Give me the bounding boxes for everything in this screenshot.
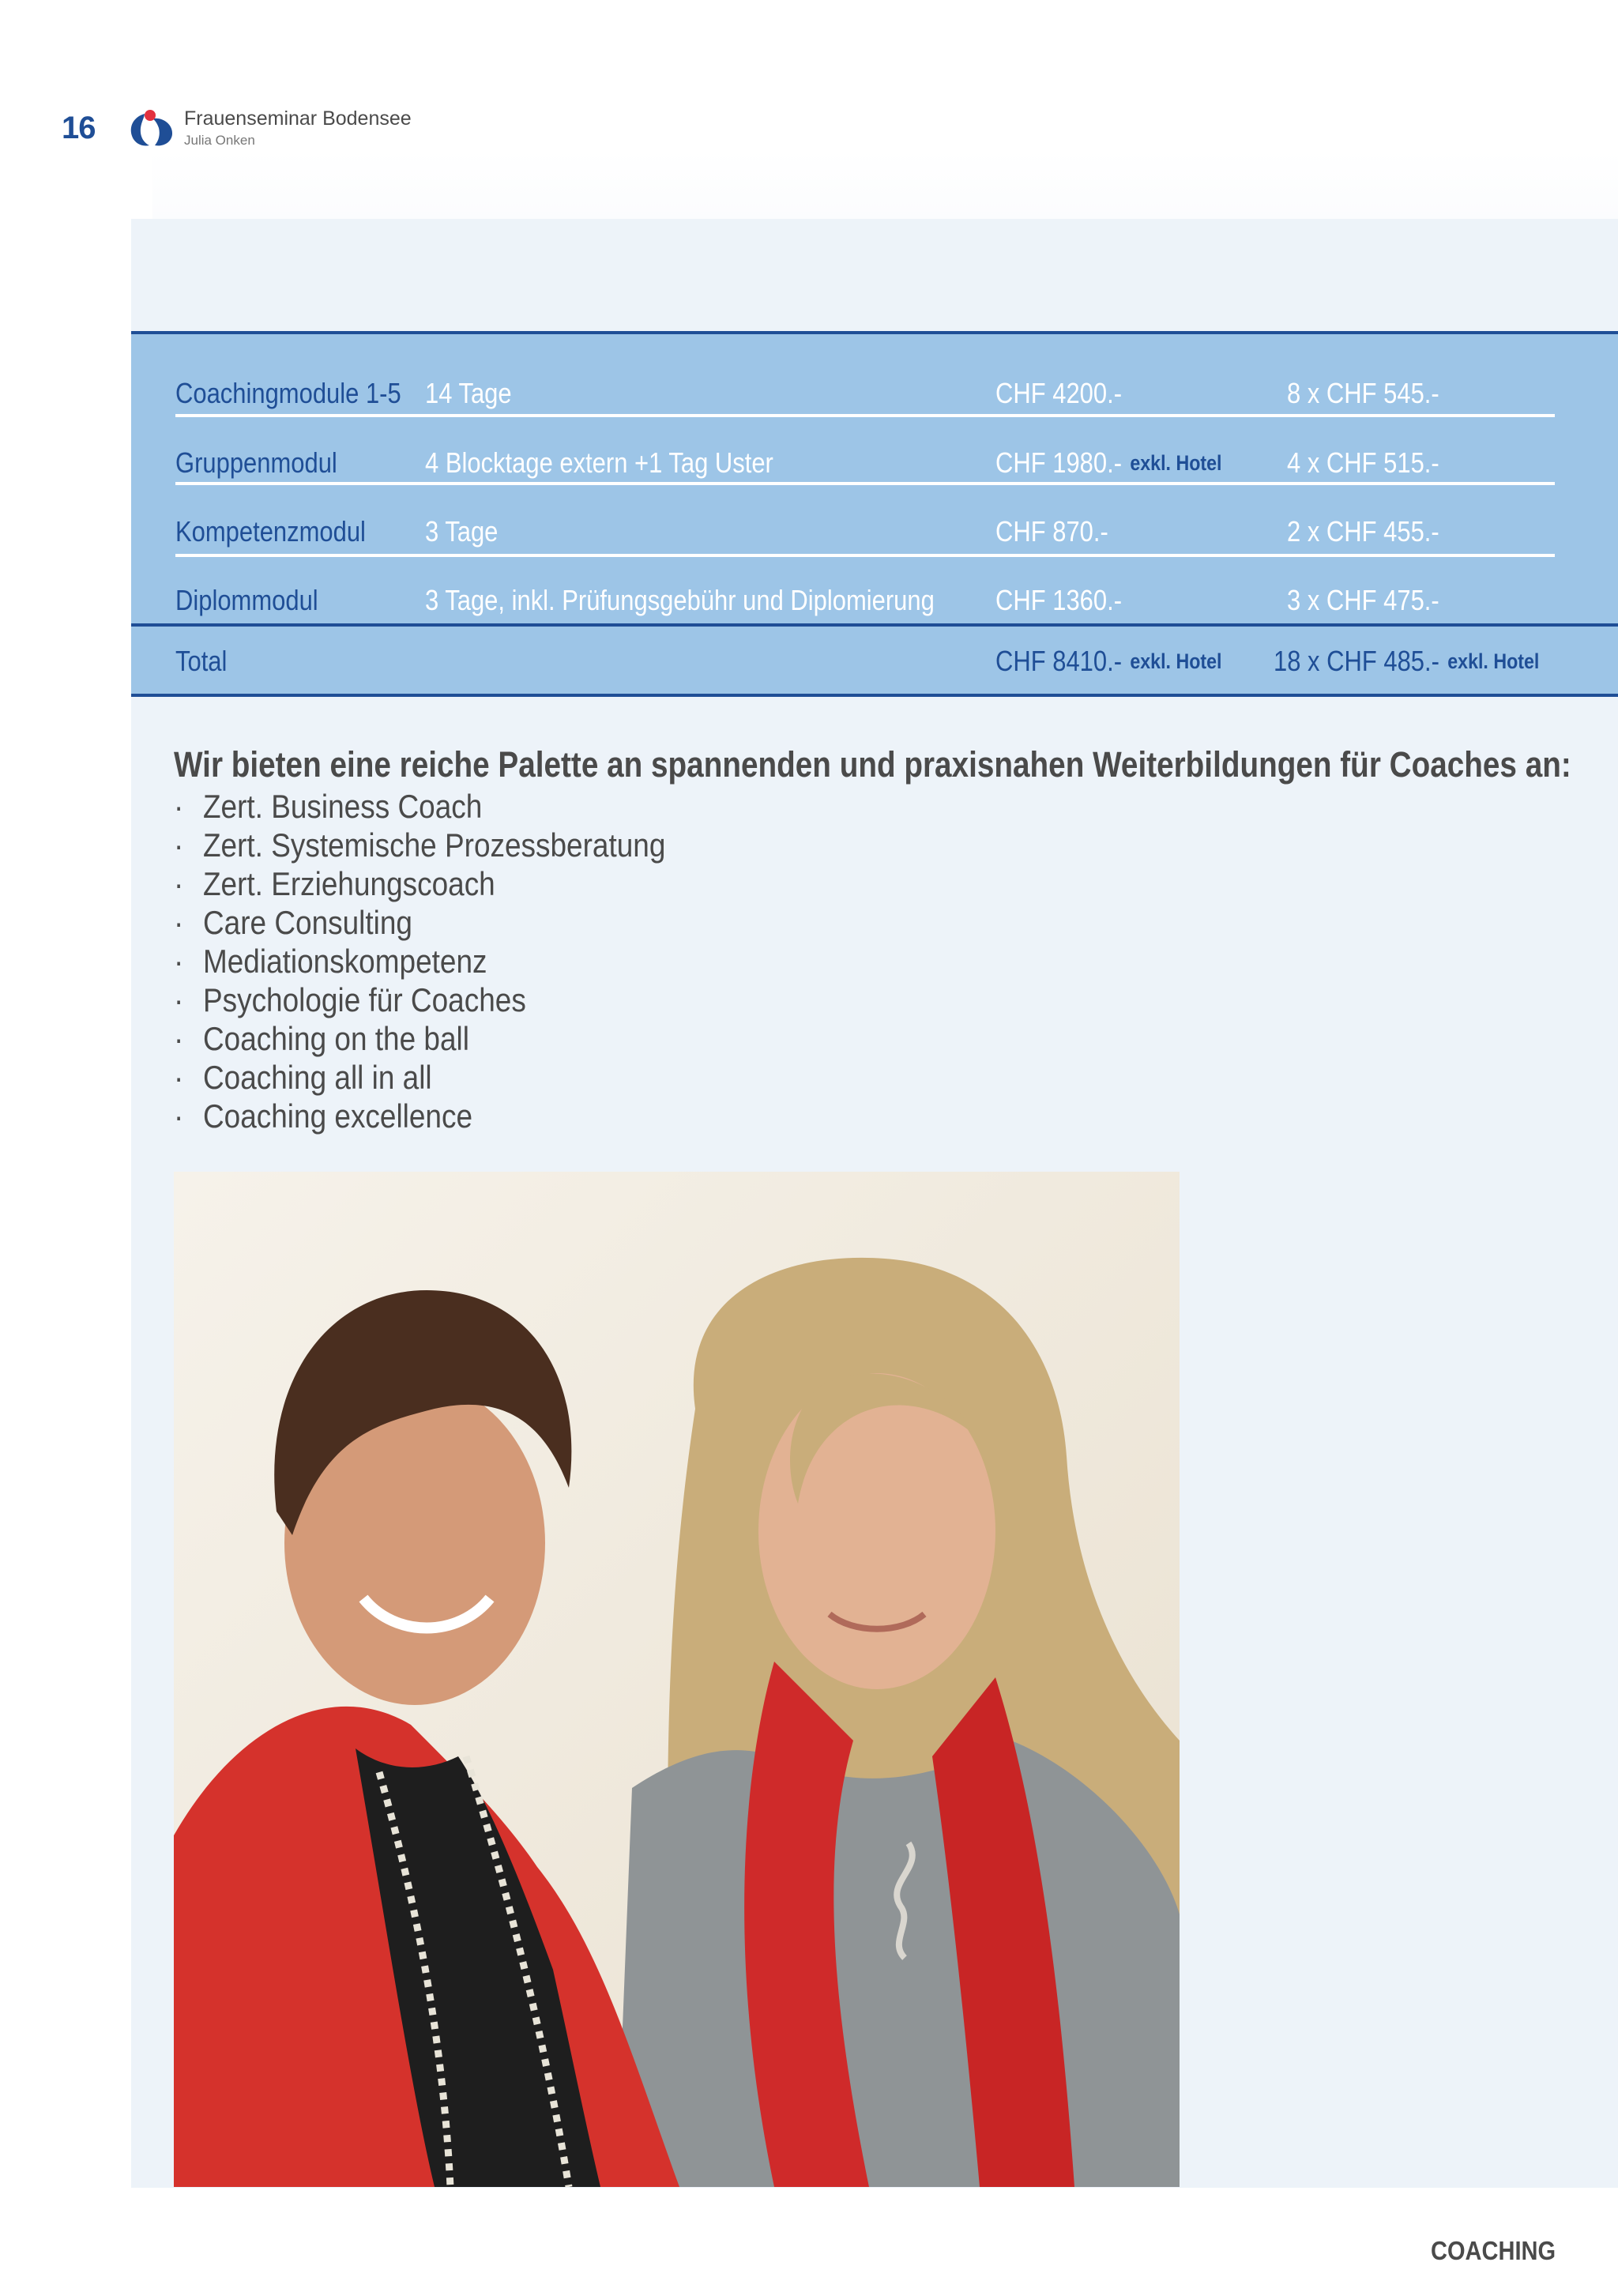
bullet-dot: · xyxy=(174,788,184,825)
offer-item xyxy=(174,903,665,942)
table-row xyxy=(175,429,1555,497)
offer-item xyxy=(174,787,665,826)
section-label: COACHING xyxy=(1431,2236,1556,2265)
total-label: Total xyxy=(175,645,228,677)
offer-label: Care Consulting xyxy=(202,904,412,941)
total-installments: 18 x CHF 485.- exkl. Hotel xyxy=(1274,645,1540,677)
module-duration: 3 Tage, inkl. Prüfungsgebühr und Diplomierung xyxy=(425,584,935,616)
row-divider xyxy=(175,554,1555,557)
bullet-dot: · xyxy=(174,904,184,941)
module-price: CHF 1980.- exkl. Hotel xyxy=(995,446,1222,479)
module-price: CHF 870.- xyxy=(995,515,1108,548)
module-name: Gruppenmodul xyxy=(175,446,337,479)
brand-block xyxy=(184,109,412,147)
offer-item xyxy=(174,1019,665,1058)
table-row xyxy=(175,359,1555,427)
module-installments: 3 x CHF 475.- xyxy=(1287,584,1439,616)
total-row xyxy=(175,627,1555,695)
page-number: 16 xyxy=(62,111,96,145)
offers-list xyxy=(174,787,665,1135)
offer-label: Psychologie für Coaches xyxy=(202,981,526,1018)
row-divider xyxy=(175,482,1555,485)
bullet-dot: · xyxy=(174,943,184,980)
offer-item xyxy=(174,942,665,981)
module-price: CHF 1360.- xyxy=(995,584,1123,616)
module-duration: 14 Tage xyxy=(425,377,512,409)
module-price: CHF 4200.- xyxy=(995,377,1123,409)
offer-label: Coaching excellence xyxy=(202,1097,473,1135)
module-installments: 4 x CHF 515.- xyxy=(1287,446,1439,479)
module-installments: 8 x CHF 545.- xyxy=(1287,377,1439,409)
offer-label: Mediationskompetenz xyxy=(202,943,487,980)
frauenseminar-logo-icon xyxy=(129,109,176,149)
bullet-dot: · xyxy=(174,981,184,1018)
total-divider xyxy=(131,623,1618,627)
module-name: Coachingmodule 1-5 xyxy=(175,377,401,409)
bullet-dot: · xyxy=(174,1059,184,1096)
offer-label: Zert. Erziehungscoach xyxy=(202,865,495,902)
offer-item xyxy=(174,864,665,903)
price-note: exkl. Hotel xyxy=(1130,649,1222,673)
offer-label: Coaching on the ball xyxy=(202,1020,469,1057)
offer-item xyxy=(174,1097,665,1135)
module-duration: 3 Tage xyxy=(425,515,499,548)
module-name: Kompetenzmodul xyxy=(175,515,366,548)
bullet-dot: · xyxy=(174,865,184,902)
offer-label: Zert. Business Coach xyxy=(202,788,483,825)
offer-label: Coaching all in all xyxy=(202,1059,432,1096)
header-band xyxy=(152,150,1618,220)
pricing-table xyxy=(131,331,1618,697)
total-price: CHF 8410.- exkl. Hotel xyxy=(995,645,1222,677)
offer-label: Zert. Systemische Prozessberatung xyxy=(202,826,666,864)
brand-name: Frauenseminar Bodensee xyxy=(184,107,412,130)
row-divider xyxy=(175,414,1555,417)
module-name: Diplommodul xyxy=(175,584,318,616)
bullet-dot: · xyxy=(174,826,184,864)
bullet-dot: · xyxy=(174,1020,184,1057)
price-note: exkl. Hotel xyxy=(1130,450,1222,475)
brand-subtitle: Julia Onken xyxy=(184,133,255,148)
module-installments: 2 x CHF 455.- xyxy=(1287,515,1439,548)
installments-note: exkl. Hotel xyxy=(1447,649,1540,673)
portrait-photo xyxy=(174,1172,1180,2187)
bullet-dot: · xyxy=(174,1097,184,1135)
offer-item xyxy=(174,981,665,1019)
module-duration: 4 Blocktage extern +1 Tag Uster xyxy=(425,446,773,479)
offer-item xyxy=(174,1058,665,1097)
offer-item xyxy=(174,826,665,864)
offers-intro: Wir bieten eine reiche Palette an spannenden und praxisnahen Weiterbildungen für Coaches an: xyxy=(174,744,1571,785)
